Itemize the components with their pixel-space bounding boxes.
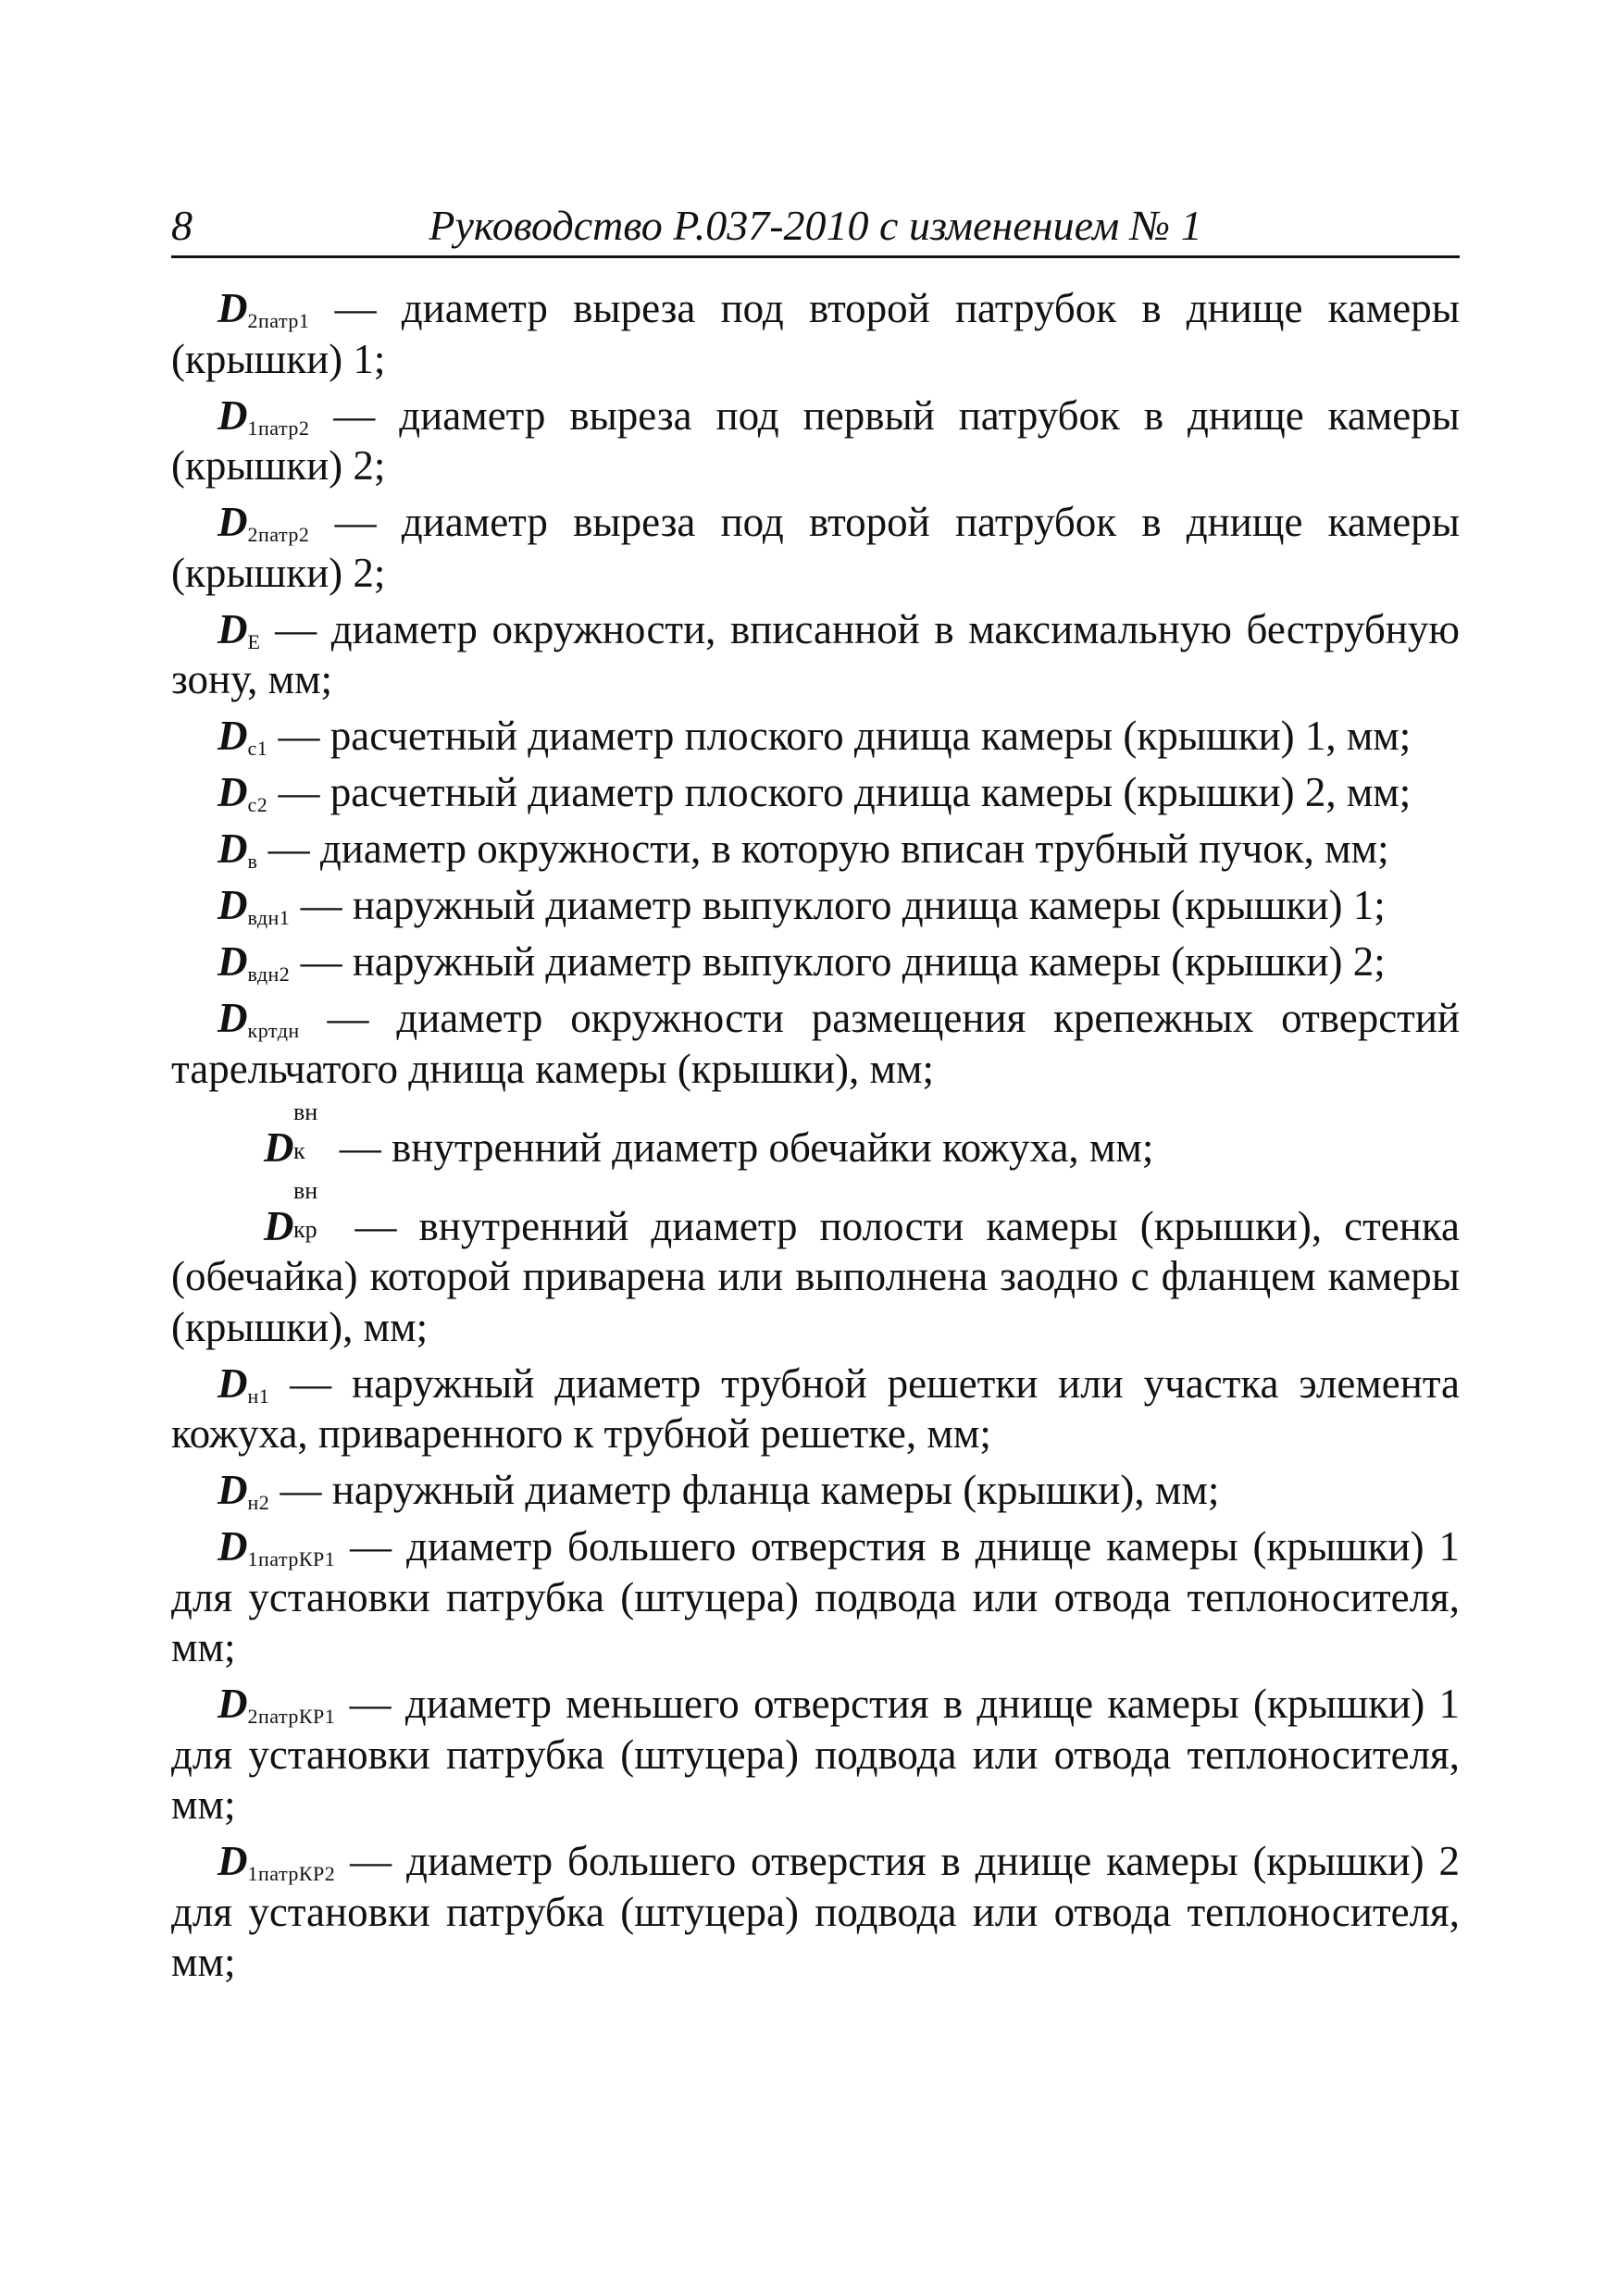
- definition-text: внутренний диаметр полости камеры (крышки), стенка (обечайка) которой приварена или выполнена заодно с фланцем камеры (крышки), мм;: [171, 1202, 1460, 1350]
- definition-item: D вн кр — внутренний диаметр полости камеры (крышки), стенка (обечайка) которой приварена или выполнена заодно с фланцем камеры (крышки), мм;: [171, 1176, 1460, 1350]
- symbol-subscript: c1: [247, 737, 268, 760]
- symbol-subscript: E: [247, 629, 261, 653]
- symbol-subscript: 2патрКР1: [247, 1705, 336, 1728]
- definitions-list: [171, 283, 1460, 1993]
- dash: —: [269, 1359, 352, 1407]
- definition-item: [171, 391, 1460, 491]
- symbol: D: [218, 391, 248, 439]
- definition-text: диаметр окружности, в которую вписан трубный пучок, мм;: [319, 825, 1389, 872]
- symbol-subscript: вдн2: [247, 962, 291, 986]
- symbol: D: [264, 1202, 294, 1249]
- definition-text: диаметр выреза под второй патрубок в днище камеры (крышки) 1;: [171, 285, 1461, 382]
- symbol-subscript: вдн1: [247, 906, 291, 929]
- symbol: D: [218, 938, 248, 985]
- symbol-subscript: c2: [247, 793, 268, 816]
- symbol: D: [218, 1838, 248, 1884]
- dash: —: [290, 938, 353, 985]
- definition-item: [171, 497, 1460, 598]
- dash: —: [267, 713, 330, 759]
- definition-text: диаметр меньшего отверстия в днище камеры (крышки) 1 для установки патрубка (штуцера) подвода или отвода теплоносителя, мм;: [171, 1681, 1461, 1828]
- definition-item: [171, 937, 1460, 987]
- definition-text: диаметр большего отверстия в днище камеры (крышки) 2 для установки патрубка (штуцера) подвода или отвода теплоносителя, мм;: [171, 1838, 1460, 1985]
- dash: —: [260, 605, 331, 652]
- dash: —: [309, 499, 402, 545]
- dash: —: [335, 1523, 407, 1570]
- definition-text: наружный диаметр выпуклого днища камеры (крышки) 1;: [352, 882, 1386, 928]
- definition-text: расчетный диаметр плоского днища камеры (крышки) 1, мм;: [330, 713, 1412, 759]
- definition-item: [171, 283, 1460, 384]
- symbol: D: [218, 1523, 248, 1570]
- definition-text: диаметр выреза под первый патрубок в днище камеры (крышки) 2;: [171, 391, 1461, 489]
- symbol-subscript: 1патрКР1: [247, 1547, 336, 1570]
- definition-item: [171, 1836, 1460, 1988]
- definition-item: [171, 604, 1460, 705]
- definition-text: диаметр окружности размещения крепежных отверстий тарельчатого днища камеры (крышки), мм;: [171, 995, 1460, 1092]
- page-number: 8: [171, 202, 193, 249]
- symbol-subscript: в: [247, 850, 258, 873]
- dash: —: [290, 882, 353, 928]
- page-header: [171, 196, 1460, 258]
- dash: —: [335, 1838, 407, 1884]
- definition-text: наружный диаметр фланца камеры (крышки), мм;: [331, 1467, 1220, 1513]
- dash: —: [335, 1681, 405, 1727]
- definition-text: диаметр большего отверстия в днище камеры (крышки) 1 для установки патрубка (штуцера) подвода или отвода теплоносителя, мм;: [171, 1523, 1460, 1670]
- definition-text: диаметр выреза под второй патрубок в днище камеры (крышки) 2;: [171, 499, 1461, 596]
- symbol: D: [218, 1681, 248, 1727]
- symbol: D: [218, 1467, 248, 1513]
- symbol-subscript: 2патр1: [247, 309, 310, 332]
- symbol: D: [218, 1359, 248, 1407]
- symbol-subscript: кртдн: [247, 1019, 300, 1042]
- definition-item: [171, 767, 1460, 818]
- symbol: D: [218, 769, 248, 815]
- dash: —: [309, 285, 402, 331]
- definition-text: диаметр окружности, вписанной в максимальную беструбную зону, мм;: [171, 605, 1461, 702]
- dash: —: [257, 825, 320, 872]
- symbol: D: [264, 1123, 294, 1171]
- dash: —: [329, 1123, 392, 1171]
- definition-item: [171, 824, 1460, 875]
- symbol: D: [218, 499, 248, 545]
- symbol: D: [218, 713, 248, 759]
- definition-item: [171, 711, 1460, 762]
- dash: —: [309, 391, 400, 439]
- definition-item: [171, 993, 1460, 1094]
- definition-item: [171, 880, 1460, 931]
- symbol: D: [218, 285, 248, 331]
- symbol: D: [218, 995, 248, 1041]
- definition-text: наружный диаметр трубной решетки или участка элемента кожуха, приваренного к трубной решетке, мм;: [171, 1359, 1461, 1457]
- definition-item: [171, 1359, 1460, 1459]
- dash: —: [267, 769, 330, 815]
- dash: —: [332, 1202, 419, 1249]
- symbol: D: [218, 882, 248, 928]
- definition-item: D вн к — внутренний диаметр обечайки кожуха, мм;: [264, 1098, 1154, 1171]
- symbol: D: [218, 825, 248, 872]
- dash: —: [299, 995, 397, 1041]
- symbol-subscript: н2: [247, 1491, 270, 1514]
- definition-item: [171, 1679, 1460, 1831]
- definition-item: [171, 1521, 1460, 1673]
- symbol-subscript: 1патрКР2: [247, 1862, 336, 1885]
- running-title: Руководство Р.037-2010 с изменением № 1: [429, 202, 1202, 249]
- definition-item: [171, 1465, 1460, 1516]
- definition-text: наружный диаметр выпуклого днища камеры (крышки) 2;: [352, 938, 1386, 985]
- dash: —: [269, 1467, 332, 1513]
- definition-text: расчетный диаметр плоского днища камеры (крышки) 2, мм;: [330, 769, 1412, 815]
- symbol-subscript: 2патр2: [247, 523, 310, 546]
- definition-text: внутренний диаметр обечайки кожуха, мм;: [392, 1123, 1154, 1171]
- symbol: D: [218, 605, 248, 652]
- symbol-subscript: н1: [247, 1384, 270, 1408]
- symbol-subscript: 1патр2: [247, 416, 310, 440]
